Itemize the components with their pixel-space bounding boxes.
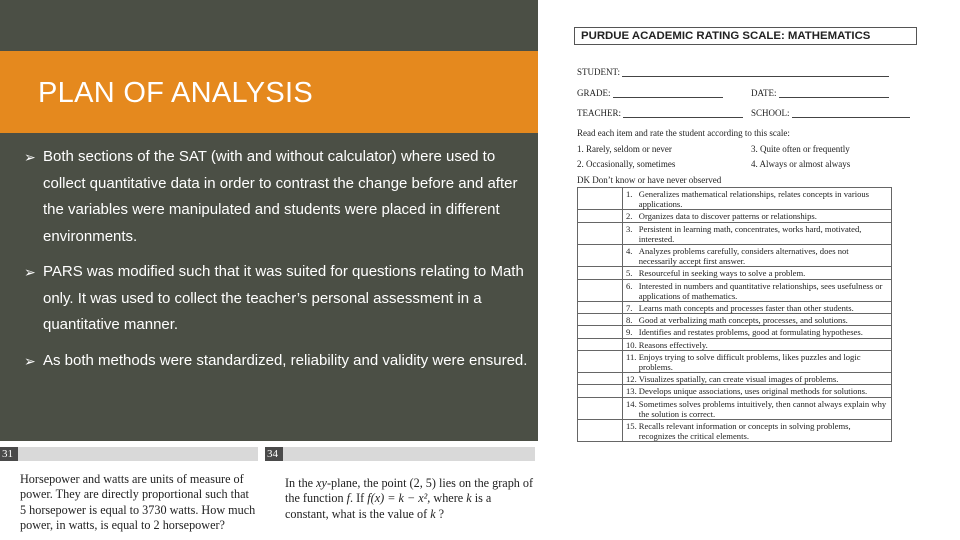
rating-item-row [578,188,892,210]
item-number: 15. [623,420,637,442]
item-number: 12. [623,373,637,385]
item-text: Persistent in learning math, concentrates, works hard, motivated, interested. [637,222,892,244]
item-text: Develops unique associations, uses original methods for solutions. [637,385,892,397]
rating-item-row [578,397,892,419]
item-number: 6. [623,279,637,301]
rating-input-cell[interactable] [578,385,623,397]
item-text: Good at verbalizing math concepts, processes, and solutions. [637,314,892,326]
rating-input-cell[interactable] [578,245,623,267]
rating-input-cell[interactable] [578,267,623,279]
arrow-bullet-icon: ➢ [24,264,36,280]
scale-option: 2. Occasionally, sometimes [577,159,676,169]
rating-item-row [578,302,892,314]
scale-option: 1. Rarely, seldom or never [577,144,672,154]
item-text: Recalls relevant information or concepts in solving problems, recognizes the critical elements. [637,420,892,442]
rating-input-cell[interactable] [578,350,623,372]
student-field: STUDENT: [577,67,889,77]
bullet-text: PARS was modified such that it was suited for questions relating to Math only. It was used to collect the teacher’s personal assessment in a quantitative manner. [43,263,524,334]
scale-option: 4. Always or almost always [751,159,851,169]
sat-questions-strip [0,441,538,540]
rating-item-row [578,279,892,301]
arrow-bullet-icon: ➢ [24,149,36,165]
bullet-text: As both methods were standardized, reliability and validity were ensured. [43,352,528,369]
item-text: Interested in numbers and quantitative relationships, sees usefulness or applications of mathematics. [637,279,892,301]
item-number: 1. [623,188,637,210]
rating-input-cell[interactable] [578,420,623,442]
rating-input-cell[interactable] [578,210,623,222]
rating-item-row [578,210,892,222]
question-header-bar [0,447,258,461]
rating-input-cell[interactable] [578,326,623,338]
teacher-field: TEACHER: [577,108,743,118]
item-number: 13. [623,385,637,397]
pars-form [566,0,960,540]
rating-item-row [578,420,892,442]
item-number: 7. [623,302,637,314]
item-number: 3. [623,222,637,244]
item-number: 8. [623,314,637,326]
item-text: Sometimes solves problems intuitively, then cannot always explain why the solution is correct. [637,397,892,419]
grade-field: GRADE: [577,88,723,98]
scale-option: DK Don’t know or have never observed [577,175,722,185]
rating-input-cell[interactable] [578,314,623,326]
item-number: 14. [623,397,637,419]
item-number: 2. [623,210,637,222]
rating-input-cell[interactable] [578,373,623,385]
slide-title: PLAN OF ANALYSIS [38,77,314,109]
date-field: DATE: [751,88,889,98]
rating-item-row [578,338,892,350]
item-text: Identifies and restates problems, good at formulating hypotheses. [637,326,892,338]
rating-item-row [578,222,892,244]
item-text: Learns math concepts and processes faster than other students. [637,302,892,314]
rating-input-cell[interactable] [578,302,623,314]
rating-item-row [578,385,892,397]
rating-item-row [578,267,892,279]
question-number: 34 [265,447,283,461]
question-34-text: In the xy-plane, the point (2, 5) lies on the graph of the function f. If f(x) = k − x², where k is a constant, what is the value of k ? [285,476,534,521]
bullet-item [24,259,529,339]
item-text: Generalizes mathematical relationships, relates concepts in various applications. [637,188,892,210]
bullet-item [24,348,529,375]
item-number: 5. [623,267,637,279]
rating-item-row [578,373,892,385]
rating-input-cell[interactable] [578,279,623,301]
rating-input-cell[interactable] [578,397,623,419]
pars-title: PURDUE ACADEMIC RATING SCALE: MATHEMATICS [574,27,917,45]
rating-item-row [578,314,892,326]
item-number: 11. [623,350,637,372]
rating-input-cell[interactable] [578,338,623,350]
item-text: Visualizes spatially, can create visual images of problems. [637,373,892,385]
item-number: 10. [623,338,637,350]
rating-item-row [578,350,892,372]
item-number: 4. [623,245,637,267]
rating-instructions: Read each item and rate the student according to this scale: [577,128,790,138]
school-field: SCHOOL: [751,108,910,118]
bullet-item [24,144,529,251]
rating-input-cell[interactable] [578,188,623,210]
bullet-text: Both sections of the SAT (with and without calculator) where used to collect quantitative data in order to contrast the change before and after the variables were manipulated and students were placed in different environments. [43,148,518,246]
item-number: 9. [623,326,637,338]
rating-items-table [577,187,892,442]
item-text: Analyzes problems carefully, considers alternatives, does not necessarily accept first answer. [637,245,892,267]
item-text: Resourceful in seeking ways to solve a problem. [637,267,892,279]
item-text: Enjoys trying to solve difficult problems, likes puzzles and logic problems. [637,350,892,372]
question-31-text: Horsepower and watts are units of measure of power. They are directly proportional such that 5 horsepower is equal to 3730 watts. How much power, in watts, is equal to 2 horsepower? [20,472,256,533]
item-text: Organizes data to discover patterns or relationships. [637,210,892,222]
rating-item-row [578,245,892,267]
item-text: Reasons effectively. [637,338,892,350]
scale-option: 3. Quite often or frequently [751,144,850,154]
question-header-bar [265,447,535,461]
arrow-bullet-icon: ➢ [24,353,36,369]
question-number: 31 [0,447,18,461]
rating-item-row [578,326,892,338]
rating-input-cell[interactable] [578,222,623,244]
